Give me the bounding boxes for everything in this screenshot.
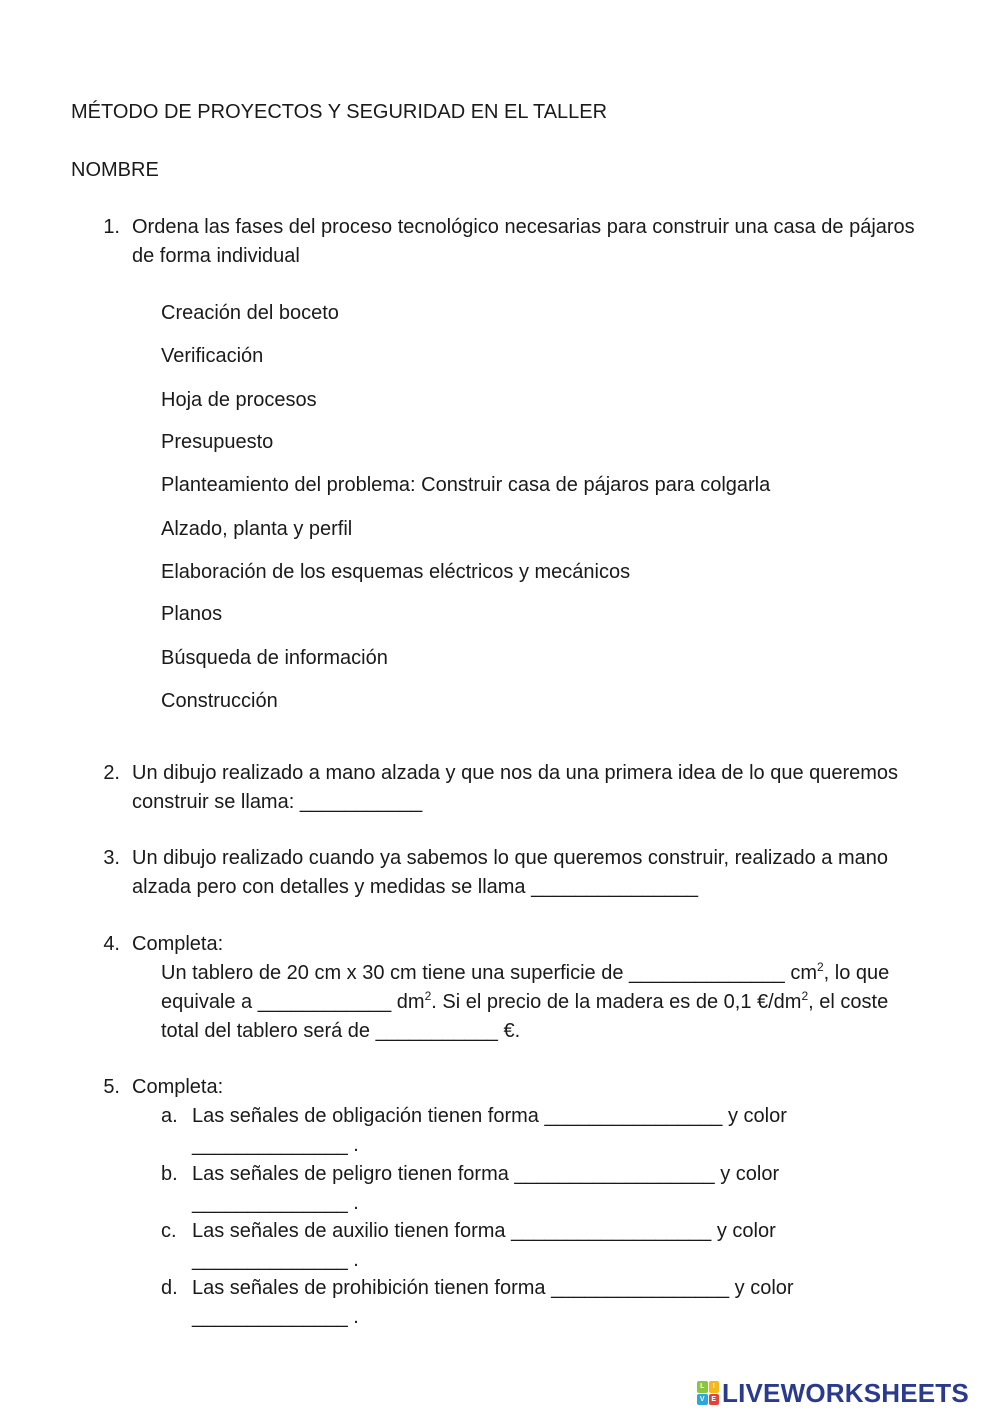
sub-item-continuation[interactable]: ______________ . [192,1249,359,1271]
question-3-number: 3. [103,847,120,869]
sub-item-letter: d. [161,1277,178,1299]
question-1-number: 1. [103,216,120,238]
question-5-number: 5. [103,1076,120,1098]
sub-item-text[interactable]: Las señales de prohibición tienen forma ________________ y color [192,1277,794,1299]
phase-item: Elaboración de los esquemas eléctricos y mecánicos [161,561,631,583]
question-4-number: 4. [103,933,120,955]
question-4-line-1[interactable]: Un tablero de 20 cm x 30 cm tiene una superficie de ______________ $cm^2$, lo que [161,960,890,984]
sub-item-text[interactable]: Las señales de obligación tienen forma ________________ y color [192,1105,787,1127]
phase-item: Hoja de procesos [161,389,317,411]
logo-tile: I [709,1381,720,1393]
phase-item: Búsqueda de información [161,647,388,669]
question-2-line-1: Un dibujo realizado a mano alzada y que nos da una primera idea de lo que queremos [132,762,899,784]
question-2-line-2[interactable]: construir se llama: ___________ [132,791,423,813]
question-4-line-3[interactable]: total del tablero será de ___________ €. [161,1020,521,1042]
question-1-line-2: de forma individual [132,245,300,267]
phase-item: Planteamiento del problema: Construir casa de pájaros para colgarla [161,474,771,496]
logo-tile: V [697,1394,708,1406]
sub-item-letter: a. [161,1105,178,1127]
liveworksheets-brand[interactable] [697,1377,969,1409]
sub-item-letter: c. [161,1220,177,1242]
worksheet-title: MÉTODO DE PROYECTOS Y SEGURIDAD EN EL TALLER [71,101,608,123]
question-4-line-2[interactable]: equivale a ____________ $dm^2$. Si el precio de la madera es de 0,1 $€/dm^2$, el coste [161,989,889,1013]
question-3-line-2[interactable]: alzada pero con detalles y medidas se llama _______________ [132,876,698,898]
question-4-label: Completa: [132,933,224,955]
liveworksheets-logo-icon [697,1381,719,1405]
sub-item-text[interactable]: Las señales de auxilio tienen forma __________________ y color [192,1220,776,1242]
phase-item: Construcción [161,690,278,712]
name-label: NOMBRE [71,159,159,181]
question-3-line-1: Un dibujo realizado cuando ya sabemos lo que queremos construir, realizado a mano [132,847,889,869]
sub-item-text[interactable]: Las señales de peligro tienen forma __________________ y color [192,1163,780,1185]
sub-item-letter: b. [161,1163,178,1185]
phase-item: Presupuesto [161,431,274,453]
phase-item: Verificación [161,345,264,367]
phase-item: Alzado, planta y perfil [161,518,353,540]
sub-item-continuation[interactable]: ______________ . [192,1192,359,1214]
logo-tile: E [709,1394,720,1406]
logo-tile: L [697,1381,708,1393]
sub-item-continuation[interactable]: ______________ . [192,1134,359,1156]
phase-item: Planos [161,603,223,625]
brand-name: LIVEWORKSHEETS [722,1377,969,1408]
question-1-line-1: Ordena las fases del proceso tecnológico necesarias para construir una casa de pájaros [132,216,915,238]
question-2-number: 2. [103,762,120,784]
sub-item-continuation[interactable]: ______________ . [192,1306,359,1328]
question-5-label: Completa: [132,1076,224,1098]
phase-item: Creación del boceto [161,302,339,324]
